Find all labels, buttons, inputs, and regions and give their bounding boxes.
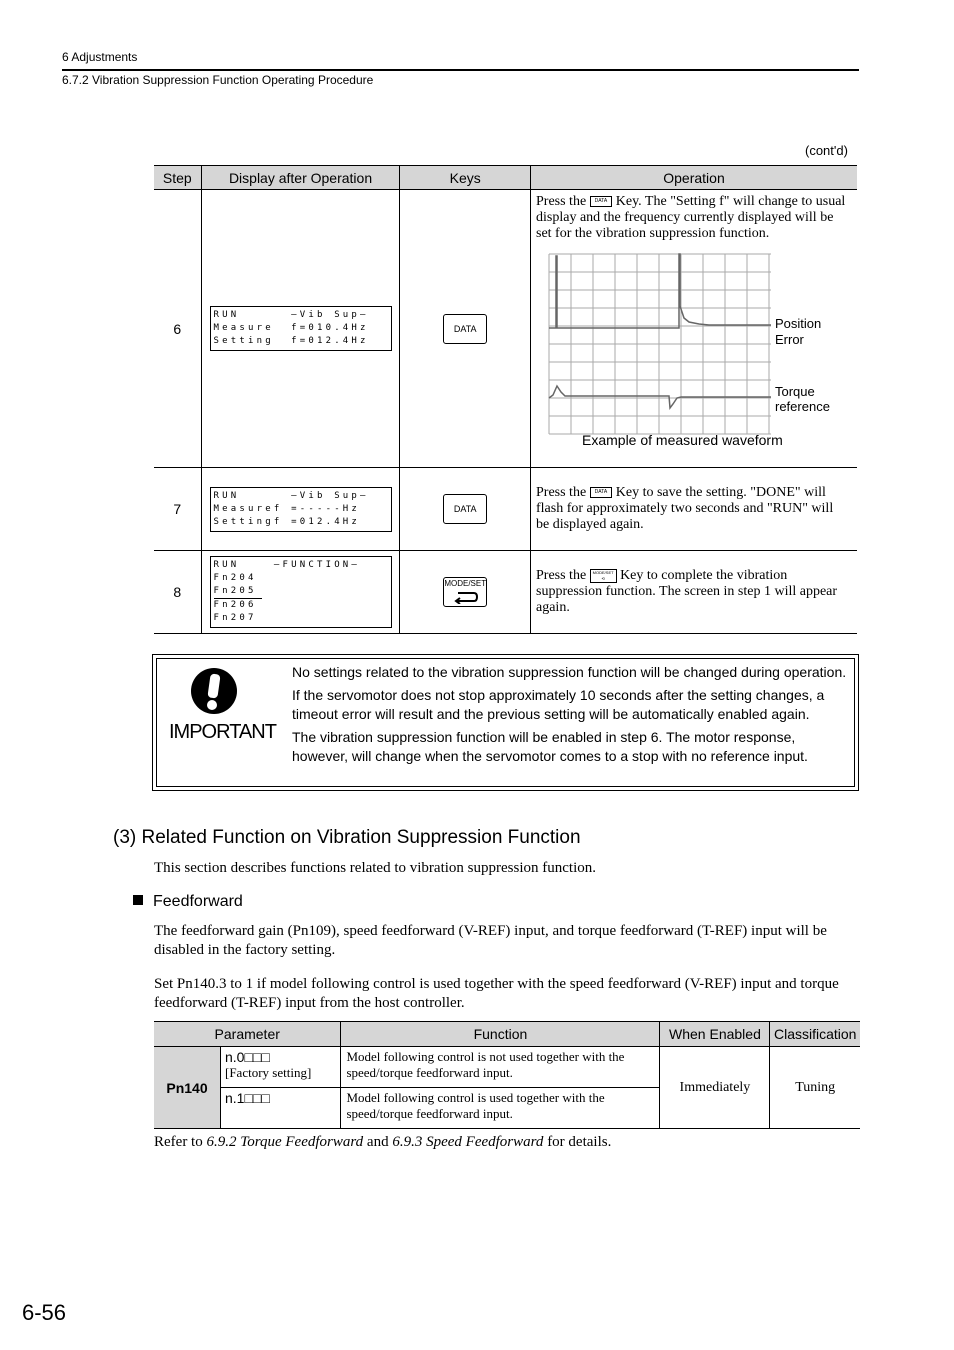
important-item: The vibration suppression function will be enabled in step 6. The motor response, however, will change when the servomotor comes to a stop with no reference input. — [292, 729, 808, 764]
header-chapter: 6 Adjustments — [62, 50, 138, 64]
mode-set-key[interactable]: MODE/SET — [443, 577, 487, 607]
data-key[interactable]: DATA — [443, 314, 487, 344]
page-number: 6-56 — [22, 1300, 67, 1325]
important-label: IMPORTANT — [169, 721, 276, 743]
data-key-icon: DATA — [590, 196, 613, 207]
col-operation: Operation — [531, 166, 858, 190]
return-arrow-icon — [454, 591, 478, 604]
col-function: Function — [341, 1022, 660, 1047]
table-row — [154, 468, 857, 551]
header-section: 6.7.2 Vibration Suppression Function Operating Procedure — [62, 73, 374, 87]
table-row — [154, 190, 857, 468]
step-number: 7 — [154, 468, 201, 551]
operation-text: Press the MODE/SET ⟲ Key to complete the vibration suppression function. The screen in step 1 will appear again. — [536, 568, 838, 615]
exclamation-icon — [190, 667, 238, 715]
classification: Tuning — [770, 1047, 860, 1129]
data-key[interactable]: DATA — [443, 494, 487, 524]
label-torque-reference-2: reference — [775, 399, 830, 414]
feedforward-heading: Feedforward — [133, 893, 243, 911]
torque-reference-trace — [549, 386, 771, 408]
label-position-error: Position — [775, 316, 822, 331]
square-bullet-icon — [133, 895, 143, 905]
section-intro: This section describes functions related to vibration suppression function. — [154, 860, 596, 876]
important-box — [152, 654, 859, 791]
important-item: If the servomotor does not stop approximately 10 seconds after the setting changes, a timeout error will result and the previous setting will be automatically enabled again. — [292, 687, 825, 722]
reference-note: Refer to 6.9.2 Torque Feedforward and 6.9.3 Speed Feedforward for details. — [154, 1134, 612, 1150]
waveform-caption: Example of measured waveform — [582, 432, 783, 448]
lcd-display: RUN —Vib Sup— Measure f=010.4Hz Setting f=012.4Hz — [210, 306, 392, 351]
parameter-table — [154, 1021, 860, 1129]
data-key-icon: DATA — [590, 487, 613, 498]
position-error-trace — [549, 254, 771, 328]
important-item: No settings related to the vibration suppression function will be changed during operation. — [292, 664, 847, 680]
feedforward-para-1: The feedforward gain (Pn109), speed feedforward (V-REF) input, and torque feedforward (T-REF) input will be disabled in the factory setting. — [154, 923, 827, 958]
step-number: 6 — [154, 190, 201, 468]
when-enabled: Immediately — [660, 1047, 770, 1129]
step-table — [154, 165, 857, 634]
header-rule — [62, 69, 859, 71]
lcd-display: RUN —Vib Sup— Measuref =-----Hz Settingf =012.4Hz — [210, 487, 392, 532]
col-classification: Classification — [770, 1022, 860, 1047]
waveform-grid — [549, 254, 771, 434]
col-parameter: Parameter — [154, 1022, 341, 1047]
step-number: 8 — [154, 551, 201, 634]
parameter-value: n.1□□□ — [221, 1088, 341, 1129]
section-heading: (3) Related Function on Vibration Suppression Function — [113, 827, 581, 848]
col-when-enabled: When Enabled — [660, 1022, 770, 1047]
feedforward-para-2: Set Pn140.3 to 1 if model following control is used together with the speed feedforward (V-REF) input and torque feedforward (T-REF) input from the host controller. — [154, 976, 839, 1011]
parameter-function: Model following control is used together with the speed/torque feedforward input. — [341, 1088, 660, 1129]
link-speed-feedforward[interactable]: 6.9.3 Speed Feedforward — [392, 1134, 544, 1150]
lcd-display: RUN —FUNCTION— Fn204 Fn205 Fn206 Fn207 — [210, 556, 392, 628]
label-position-error-2: Error — [775, 332, 804, 347]
contd-label: (cont'd) — [805, 143, 848, 158]
col-keys: Keys — [400, 166, 531, 190]
parameter-function: Model following control is not used together with the speed/torque feedforward input. — [341, 1047, 660, 1088]
col-display: Display after Operation — [201, 166, 400, 190]
important-text — [292, 663, 852, 770]
link-torque-feedforward[interactable]: 6.9.2 Torque Feedforward — [206, 1134, 364, 1150]
col-step: Step — [154, 166, 201, 190]
label-torque-reference: Torque — [775, 384, 815, 399]
operation-text: Press the DATA Key to save the setting. "DONE" will flash for approximately two seconds and "RUN" will be displayed again. — [536, 485, 834, 532]
table-row — [154, 1047, 860, 1088]
waveform-chart — [539, 246, 857, 451]
parameter-number: Pn140 — [154, 1047, 221, 1129]
operation-text: Press the DATA Key. The "Setting f" will change to usual display and the frequency currently displayed will be set for the vibration suppression function. — [536, 194, 846, 241]
table-row — [154, 551, 857, 634]
mode-set-key-icon: MODE/SET ⟲ — [590, 569, 617, 583]
parameter-value: n.0□□□ [Factory setting] — [221, 1047, 341, 1088]
